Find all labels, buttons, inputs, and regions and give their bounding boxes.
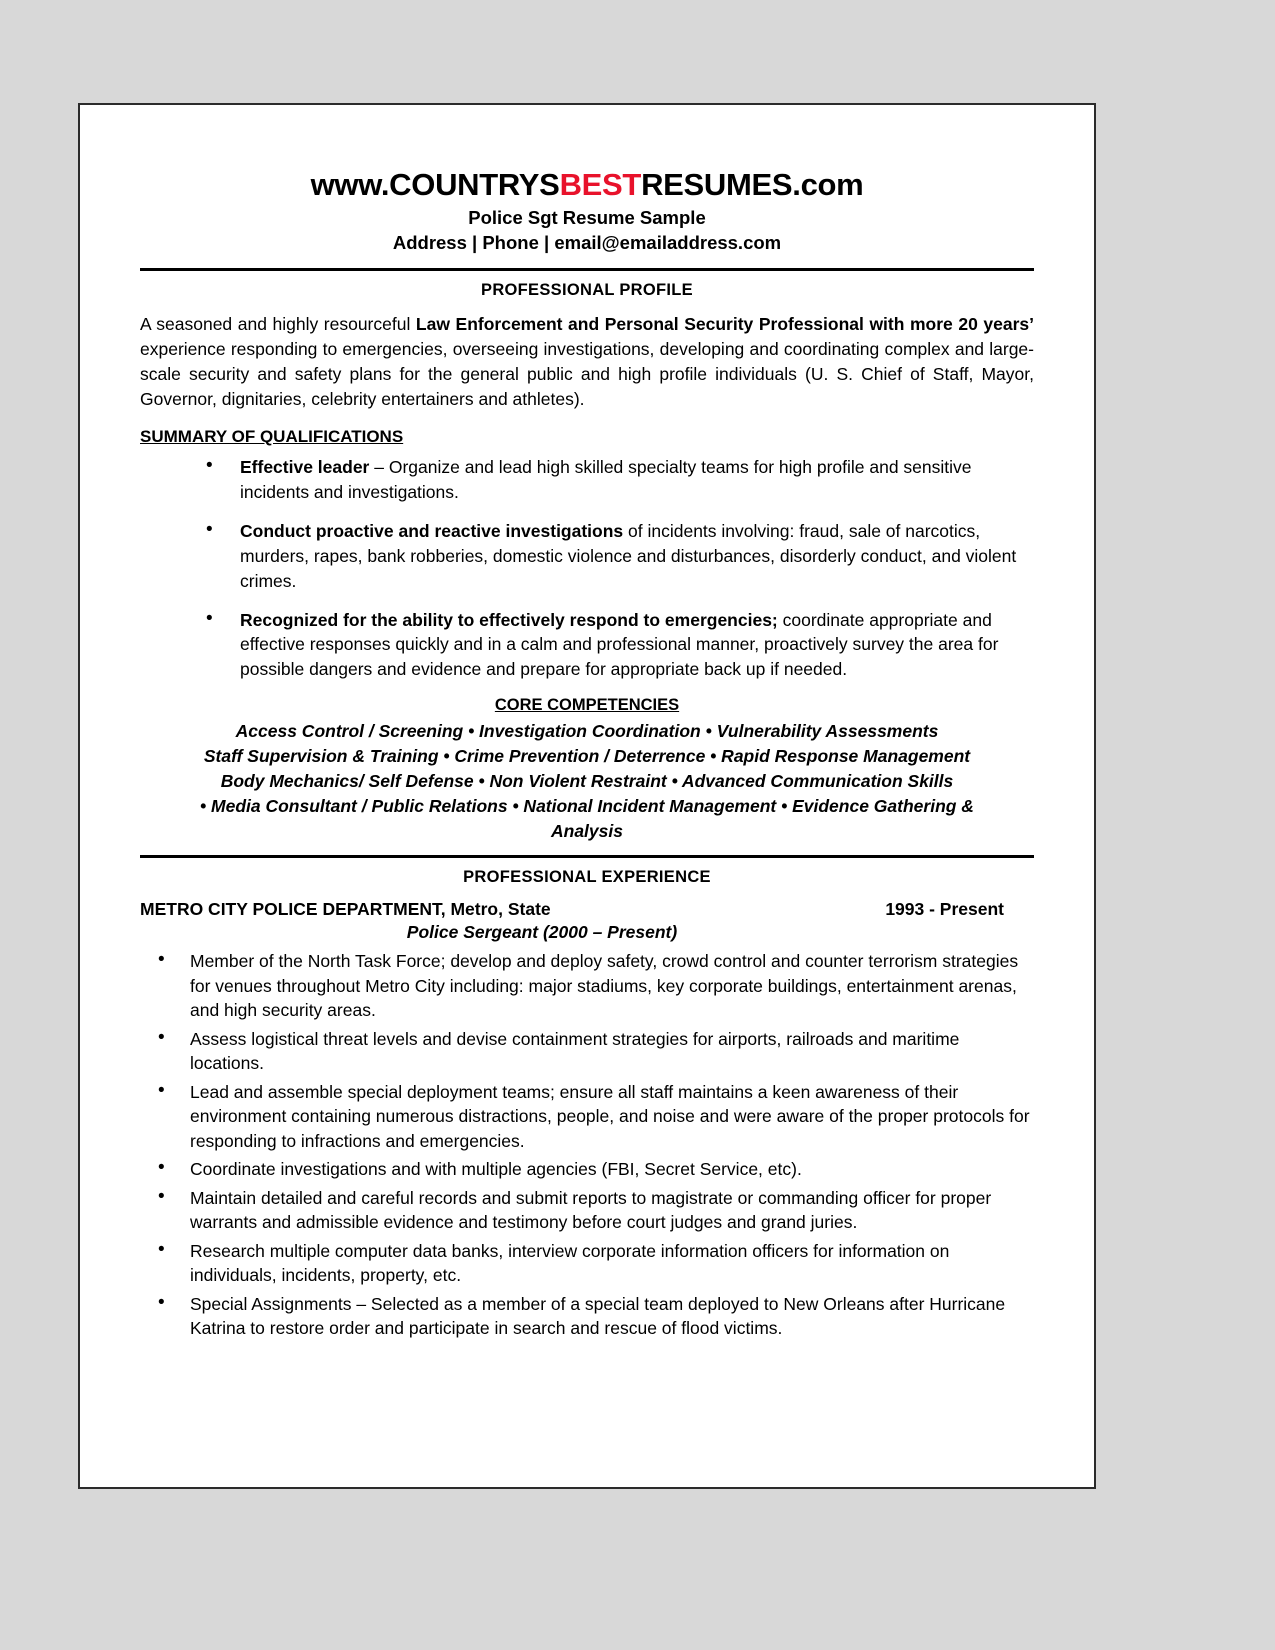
qualification-bold: Effective leader [240,457,370,478]
profile-text-bold: Law Enforcement and Personal Security Professional with more 20 years’ [415,314,1034,334]
core-competencies-line: • Media Consultant / Public Relations • National Incident Management • Evidence Gathering & [200,795,974,816]
list-item [188,608,1034,683]
section-heading-qualifications: SUMMARY OF QUALIFICATIONS [140,427,404,447]
core-competencies-line: Staff Supervision & Training • Crime Prevention / Deterrence • Rapid Response Management [203,745,971,766]
qualification-bold: Conduct proactive and reactive investigations [240,521,624,542]
section-heading-experience: PROFESSIONAL EXPERIENCE [463,868,711,887]
list-item: • Lead and assemble special deployment teams; ensure all staff maintains a keen awareness of their environment containing numerous distractions, people, and noise and were aware of the proper protocols for responding to infractions and emergencies. [146,1080,1034,1154]
qualification-bold: Recognized for the ability to effectively respond to emergencies; [240,609,778,630]
contact-line: Address | Phone | email@emailaddress.com [392,232,782,253]
profile-paragraph [140,312,1034,411]
core-competencies-line: Analysis [551,820,623,841]
core-competencies-line: Access Control / Screening • Investigation Coordination • Vulnerability Assessments [235,721,939,742]
divider-top [140,268,1034,271]
site-title-part1: www.COUNTRYS [310,167,560,202]
experience-bullet-list [140,949,1034,1341]
resume-subtitle: Police Sgt Resume Sample [468,207,706,228]
site-title-part2: RESUMES.com [641,167,864,202]
section-heading-core-competencies: CORE COMPETENCIES [494,696,680,715]
experience-job-title: Police Sergeant (2000 – Present) [406,922,678,943]
site-title [140,167,1034,203]
qualification-text: of incidents involving: fraud, sale of narcotics, murders, rapes, bank robberies, domestic violence and disturbances, disorderly conduct, and violent crimes. [240,521,1017,591]
experience-dates: 1993 - Present [885,899,1004,920]
list-item: • Research multiple computer data banks, interview corporate information officers for information on individuals, incidents, property, etc. [146,1239,1034,1288]
list-item: • Member of the North Task Force; develop and deploy safety, crowd control and counter terrorism strategies for venues throughout Metro City including: major stadiums, key corporate buildings, entertainment arenas, and high security areas. [146,949,1034,1023]
resume-page [78,103,1096,1489]
list-item [188,519,1034,594]
list-item [188,455,1034,505]
site-title-highlight: BEST [559,167,642,202]
list-item: • Coordinate investigations and with multiple agencies (FBI, Secret Service, etc). [146,1157,1034,1182]
core-competencies-block [140,719,1034,843]
profile-text-lead: A seasoned and highly resourceful [140,314,416,334]
experience-company-row [140,899,1034,920]
section-heading-profile: PROFESSIONAL PROFILE [481,281,693,299]
list-item: • Maintain detailed and careful records and submit reports to magistrate or commanding officer for proper warrants and admissible evidence and testimony before court judges and grand juries. [146,1186,1034,1235]
core-competencies-line: Body Mechanics/ Self Defense • Non Violent Restraint • Advanced Communication Skills [220,770,954,791]
list-item: • Assess logistical threat levels and devise containment strategies for airports, railroads and maritime locations. [146,1027,1034,1076]
profile-text-rest: experience responding to emergencies, overseeing investigations, developing and coordinating complex and large-scale security and safety plans for the general public and high profile individuals (U. S. Chief of Staff, Mayor, Governor, dignitaries, celebrity entertainers and athletes). [140,338,1034,409]
divider-experience [140,855,1034,858]
experience-company: METRO CITY POLICE DEPARTMENT, Metro, State [140,899,551,920]
qualification-text: coordinate appropriate and effective responses quickly and in a calm and professional manner, proactively survey the area for possible dangers and evidence and prepare for appropriate back up if needed. [240,609,999,680]
qualifications-list [140,455,1034,682]
qualification-text: – Organize and lead high skilled specialty teams for high profile and sensitive incidents and investigations. [240,457,972,503]
list-item: • Special Assignments – Selected as a member of a special team deployed to New Orleans after Hurricane Katrina to restore order and participate in search and rescue of flood victims. [146,1292,1034,1341]
